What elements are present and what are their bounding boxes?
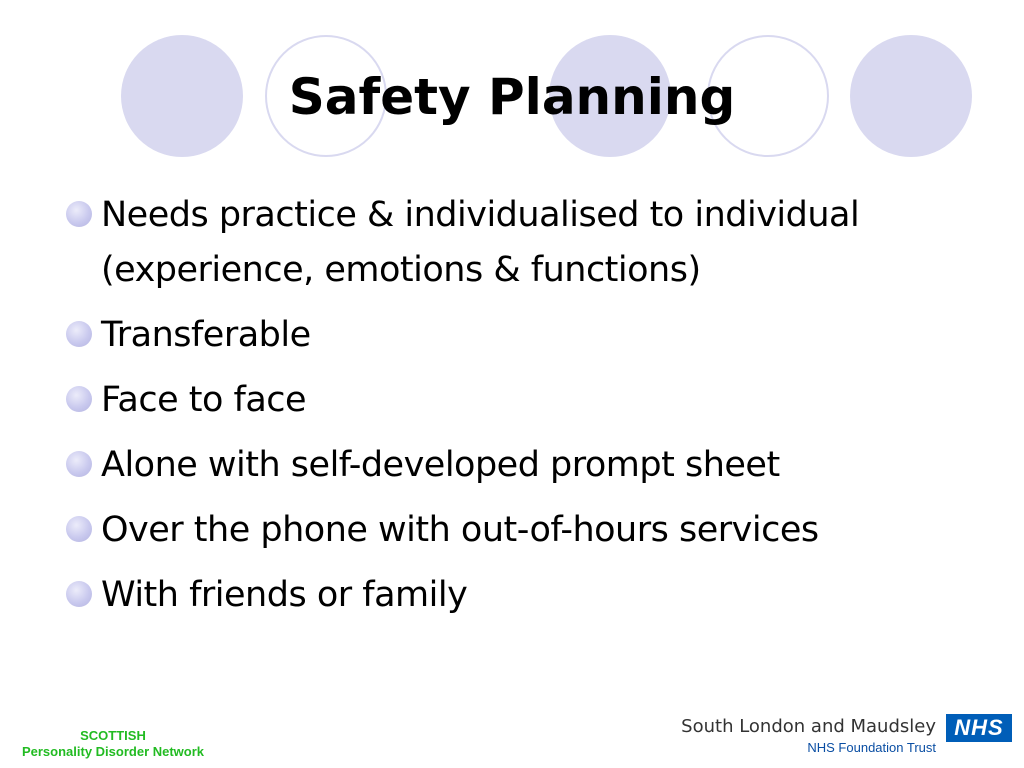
bullet-item [66, 568, 966, 623]
bullet-text: Alone with self-developed prompt sheet [101, 445, 780, 485]
footer-left-line2: Personality Disorder Network [21, 744, 205, 759]
bullet-dot-icon [66, 581, 92, 607]
trust-subtitle: NHS Foundation Trust [807, 740, 936, 755]
bullet-text: Face to face [101, 380, 307, 420]
bullet-text: Transferable [101, 315, 311, 355]
slide-title: Safety Planning [288, 68, 736, 126]
bullet-item [66, 188, 966, 298]
bullet-text: Needs practice & individualised to individual (experience, emotions & functions) [101, 195, 860, 290]
bullet-dot-icon [66, 451, 92, 477]
bullet-dot-icon [66, 386, 92, 412]
footer-left-line1: SCOTTISH [80, 728, 146, 743]
trust-name: South London and Maudsley [681, 716, 936, 737]
bullet-dot-icon [66, 516, 92, 542]
scottish-network-footer [8, 728, 218, 760]
bullet-text: Over the phone with out-of-hours services [101, 510, 819, 550]
bullet-item [66, 373, 966, 428]
bullet-list [66, 188, 966, 633]
bullet-text: With friends or family [101, 575, 468, 615]
bullet-dot-icon [66, 321, 92, 347]
bullet-item [66, 308, 966, 363]
bullet-item [66, 438, 966, 493]
bullet-item [66, 503, 966, 558]
nhs-logo-icon: NHS [946, 714, 1012, 742]
bullet-dot-icon [66, 201, 92, 227]
trust-logo [682, 712, 1012, 758]
